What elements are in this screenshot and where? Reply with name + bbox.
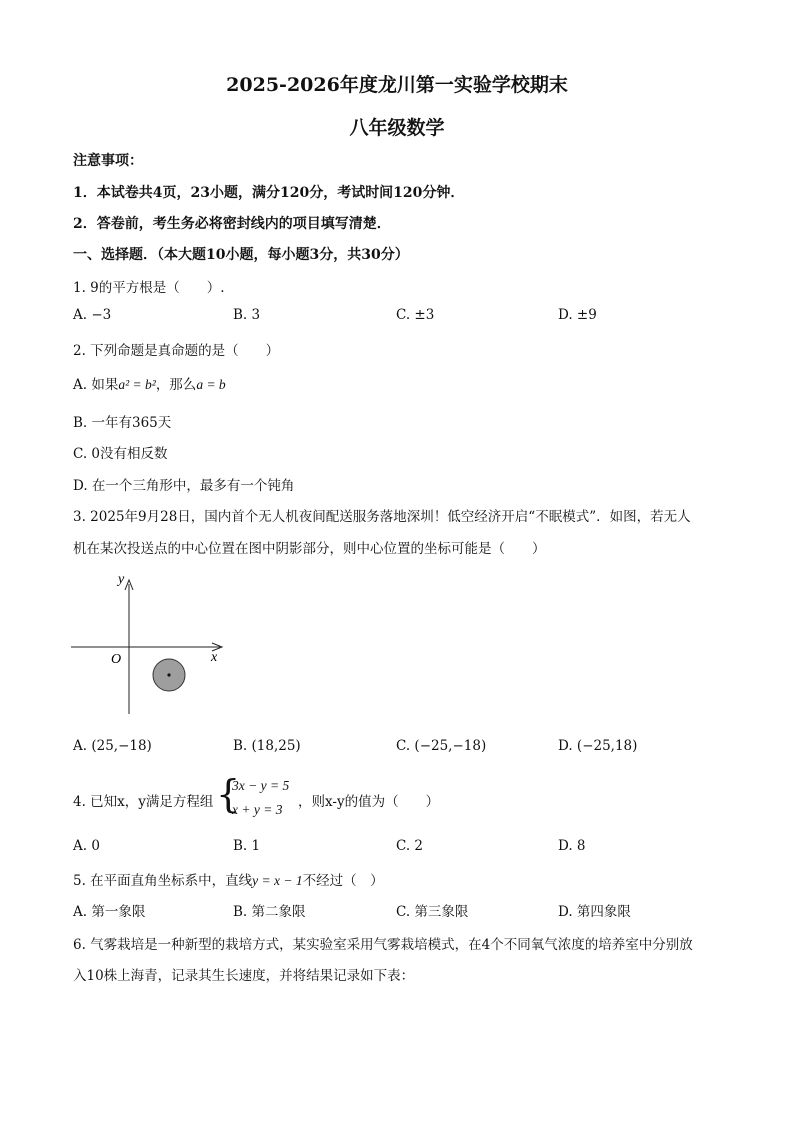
q2-option-a-mid: ，那么 <box>155 377 197 393</box>
question-3-stem-line1: 3. 2025年9月28日，国内首个无人机夜间配送服务落地深圳！低空经济开启“不眠模式”．如图，若无人 <box>73 509 691 525</box>
q4-option-d: D. 8 <box>558 838 586 854</box>
q4-option-c: C. 2 <box>396 838 424 854</box>
question-6-stem-line2: 入10株上海青，记录其生长速度，并将结果记录如下表： <box>73 968 415 984</box>
q2-option-a-prefix: A. 如果 <box>73 377 119 393</box>
question-6-stem-line1: 6. 气雾栽培是一种新型的栽培方式，某实验室采用气雾栽培模式，在4个不同氧气浓度的培养室中分别放 <box>73 937 693 953</box>
q3-option-c: C. (−25,−18) <box>396 738 487 754</box>
q2-option-d: D. 在一个三角形中，最多有一个钝角 <box>73 478 295 494</box>
question-1-stem: 1. 9的平方根是（ ）. <box>73 280 225 296</box>
q2-option-a-math1: a² = b² <box>118 377 156 392</box>
q1-option-c: C. ±3 <box>396 307 435 323</box>
origin-label: O <box>111 652 122 667</box>
q5-option-b: B. 第二象限 <box>233 904 306 920</box>
q1-option-b: B. 3 <box>233 307 261 323</box>
q2-option-a-math2: a = b <box>196 377 226 392</box>
question-5-stem <box>73 869 384 889</box>
q1-option-a: A. −3 <box>73 307 112 323</box>
q4-option-b: B. 1 <box>233 838 261 854</box>
q5-option-a: A. 第一象限 <box>73 904 146 920</box>
page-subtitle: 八年级数学 <box>349 117 445 139</box>
page-title: 2025-2026年度龙川第一实验学校期末 <box>226 74 568 96</box>
question-4-stem-prefix: 4. 已知x，y满足方程组 <box>73 794 214 810</box>
q4-option-a: A. 0 <box>73 838 100 854</box>
section-heading: 一、选择题．（本大题10小题，每小题3分，共30分） <box>73 247 409 263</box>
coordinate-figure <box>60 568 230 720</box>
note-item: 2．答卷前，考生务必将密封线内的项目填写清楚． <box>73 216 391 232</box>
note-item: 1．本试卷共4页，23小题，满分120分，考试时间120分钟． <box>73 185 465 201</box>
q5-option-c: C. 第三象限 <box>396 904 469 920</box>
q2-option-c: C. 0没有相反数 <box>73 446 168 462</box>
question-2-stem: 2. 下列命题是真命题的是（ ） <box>73 343 280 359</box>
brace-icon: { <box>216 772 241 816</box>
notes-heading: 注意事项： <box>73 153 143 169</box>
q4-equation-2: x + y = 3 <box>232 802 283 817</box>
y-axis-label: y <box>118 572 125 587</box>
q2-option-a <box>73 373 226 393</box>
question-4-stem-suffix: ，则x-y的值为（ ） <box>298 794 440 810</box>
q3-option-d: D. (−25,18) <box>558 738 638 754</box>
q5-stem-prefix: 5. 在平面直角坐标系中，直线 <box>73 873 253 889</box>
question-3-stem-line2: 机在某次投送点的中心位置在图中阴影部分，则中心位置的坐标可能是（ ） <box>73 541 546 557</box>
x-axis-label: x <box>211 650 218 665</box>
q3-option-b: B. (18,25) <box>233 738 301 754</box>
center-point <box>167 673 170 676</box>
q5-math: y = x − 1 <box>252 873 303 888</box>
q4-equation-1: 3x − y = 5 <box>232 778 290 793</box>
q5-stem-suffix: 不经过（ ） <box>302 873 384 889</box>
q3-option-a: A. (25,−18) <box>73 738 152 754</box>
q5-option-d: D. 第四象限 <box>558 904 631 920</box>
q1-option-d: D. ±9 <box>558 307 597 323</box>
q2-option-b: B. 一年有365天 <box>73 415 172 431</box>
